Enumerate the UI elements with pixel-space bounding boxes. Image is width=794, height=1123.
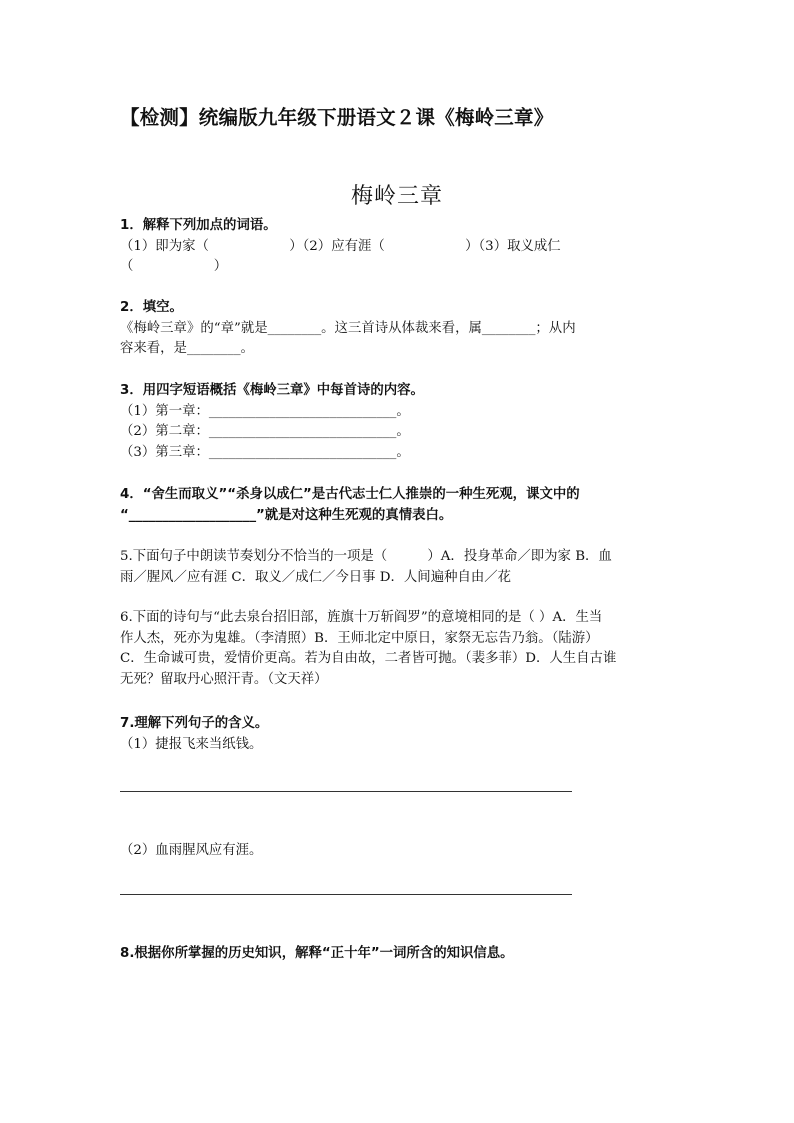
question-5-line-1: 5.下面句子中朗读节奏划分不恰当的一项是（ ）A．投身革命／即为家 B．血	[120, 549, 612, 564]
question-1-head: 1．解释下列加点的词语。	[120, 218, 277, 233]
question-2	[120, 298, 680, 360]
answer-line-1[interactable]	[120, 791, 572, 792]
question-3-item-2: （2）第二章：____________________________。	[120, 424, 410, 439]
question-8	[120, 944, 680, 965]
question-7-head: 7.理解下列句子的含义。	[120, 716, 269, 731]
question-3-item-1: （1）第一章：____________________________。	[120, 403, 410, 419]
poem-title: 梅岭三章	[350, 184, 443, 209]
question-5	[120, 547, 680, 588]
question-6-line-4: 无死？留取丹心照汗青。（文天祥）	[120, 671, 328, 687]
question-7-sub-1: （1）捷报飞来当纸钱。	[120, 736, 263, 752]
question-2-line-1: 《梅岭三章》的“章”就是________。这三首诗从体裁来看，属________；从内	[120, 320, 576, 336]
question-7	[120, 714, 680, 755]
question-4	[120, 485, 680, 526]
question-3-head: 3．用四字短语概括《梅岭三章》中每首诗的内容。	[120, 383, 424, 398]
question-4-line-1: 4．“舍生而取义”“杀身以成仁”是古代志士仁人推崇的一种生死观，课文中的	[120, 487, 580, 502]
question-6-line-1: 6.下面的诗句与“此去泉台招旧部，旌旗十万斩阎罗”的意境相同的是（ ）A．生当	[120, 610, 603, 625]
question-6-line-2: 作人杰，死亦为鬼雄。（李清照）B．王师北定中原日，家祭无忘告乃翁。（陆游）	[120, 630, 599, 646]
question-1-line-1: （1）即为家（ ）（2）应有涯（ ）（3）取义成仁	[120, 238, 561, 254]
question-6	[120, 608, 680, 690]
question-7-sub-2: （2）血雨腥风应有涯。	[120, 843, 263, 858]
question-4-line-2: “___________________”就是对这种生死观的真情表白。	[120, 507, 453, 523]
question-6-line-3: C．生命诚可贵，爱情价更高。若为自由故，二者皆可抛。（裴多菲）D．人生自古谁	[120, 651, 617, 666]
question-3	[120, 381, 680, 463]
answer-line-2[interactable]	[120, 894, 572, 895]
question-1	[120, 216, 680, 278]
question-2-line-2: 容来看，是________。	[120, 341, 254, 356]
question-2-head: 2．填空。	[120, 300, 183, 315]
question-5-line-2: 雨／腥风／应有涯 C．取义／成仁／今日事 D．人间遍种自由／花	[120, 569, 512, 585]
question-3-item-3: （3）第三章：____________________________。	[120, 444, 410, 460]
question-8-head: 8.根据你所掌握的历史知识，解释“正十年”一词所含的知识信息。	[120, 946, 514, 961]
document-title: 【检测】统编版九年级下册语文２课《梅岭三章》	[120, 106, 554, 129]
question-1-line-2: （ ）	[120, 259, 228, 274]
